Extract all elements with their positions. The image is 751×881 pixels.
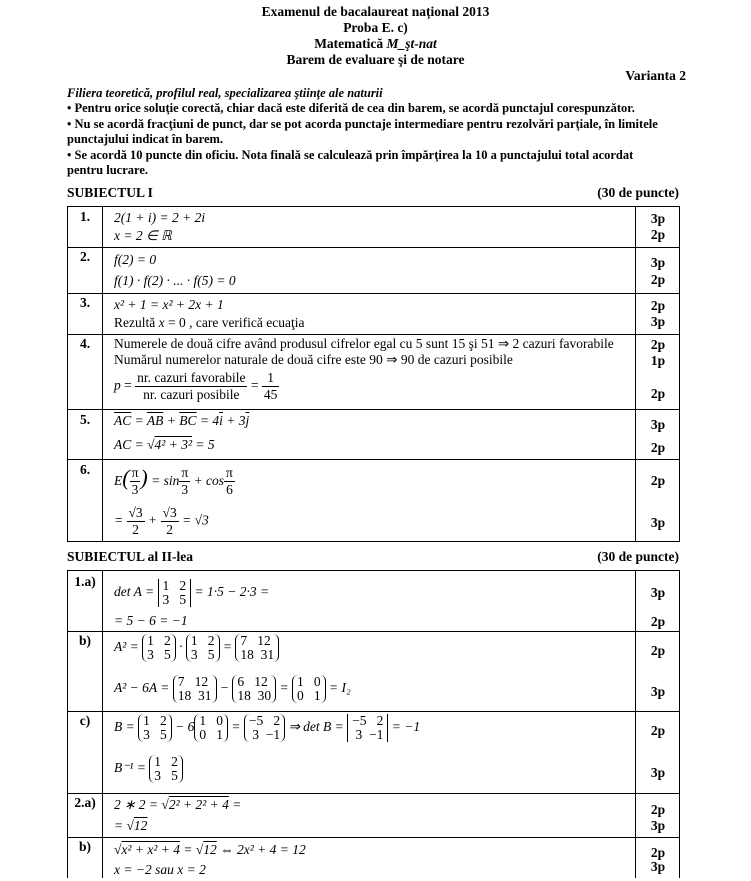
points: 2p: [650, 227, 666, 242]
item-number: 2.a): [74, 795, 96, 810]
exam-proba: Proba E. c): [343, 20, 408, 35]
item-number: 3.: [79, 295, 91, 310]
points: 3p: [650, 684, 666, 699]
points: 3p: [650, 417, 666, 432]
s1-3-line2: Rezultă x = 0 , care verifică ecuaţia: [114, 315, 305, 330]
points: 2p: [650, 272, 666, 287]
points: 3p: [650, 765, 666, 780]
points: 2p: [650, 386, 666, 401]
points: 2p: [650, 440, 666, 455]
s1-row-4: [68, 334, 679, 410]
points: 3p: [650, 255, 666, 270]
points: 2p: [650, 298, 666, 313]
instruction-2a: • Nu se acordă fracţiuni de punct, dar se pot acorda punctaje intermediare pentru rezolvări parţiale, în limitele: [67, 117, 658, 131]
points: 2p: [650, 845, 666, 860]
s2-row-1a: [68, 571, 679, 632]
points: 3p: [650, 859, 666, 874]
subject2-points: (30 de puncte): [597, 549, 679, 564]
s2-1c-line2: B⁻¹ = 1 2 3 5: [114, 755, 183, 783]
points: 1p: [650, 353, 666, 368]
item-number: 6.: [79, 462, 91, 477]
item-number: b): [78, 633, 91, 648]
item-number: 2.: [79, 249, 91, 264]
instruction-2b: punctajului indicat în barem.: [67, 132, 224, 146]
filiera-line: Filiera teoretică, profilul real, specializarea ştiinţe ale naturii: [67, 86, 383, 100]
instruction-1: • Pentru orice soluţie corectă, chiar dacă este diferită de cea din barem, se acordă punctajul corespunzător.: [67, 101, 635, 115]
points: 2p: [650, 643, 666, 658]
exam-barem-title: Barem de evaluare şi de notare: [286, 52, 465, 67]
points: 3p: [650, 585, 666, 600]
instruction-3a: • Se acordă 10 puncte din oficiu. Nota finală se calculează prin împărţirea la 10 a punctajului total acordat: [67, 148, 634, 162]
item-number: 4.: [79, 336, 91, 351]
s1-row-3: [68, 293, 679, 335]
s1-4-line1: Numerele de două cifre având produsul cifrelor egal cu 5 sunt 15 şi 51 ⇒ 2 cazuri favorabile: [114, 336, 614, 351]
s2-1b-line2: A² − 6A = 7 12 18 31 − 6 12 18 30 = 1 0 0 1 = I₂: [114, 674, 351, 703]
s2-row-2a: [68, 793, 679, 838]
s2-2a-line1: 2 ∗ 2 = √2² + 2² + 4 =: [114, 797, 242, 812]
points: 2p: [650, 723, 666, 738]
exam-subject: [0, 36, 751, 52]
item-number: b): [78, 839, 91, 854]
points: 3p: [650, 314, 666, 329]
item-number: 1.: [79, 209, 91, 224]
item-number: 1.a): [74, 574, 96, 589]
instruction-3b: pentru lucrare.: [67, 163, 149, 177]
s2-row-1b: [68, 631, 679, 712]
s2-row-1c: [68, 711, 679, 794]
subject2-table: [67, 570, 680, 878]
s1-row-5: [68, 409, 679, 460]
s2-2a-line2: = √12: [114, 818, 148, 833]
s1-6-line1: E( $\frac{\pi}{3}$ ) = sin $\frac{\pi}{3}$ + cos $\frac{\pi}{6}$: [114, 465, 233, 498]
subject-profile: M_şt-nat: [386, 36, 437, 51]
points: 3p: [650, 818, 666, 833]
probability-fraction: $\frac{\text{nr. cazuri favorabile}}{\text{nr. cazuri posibile}}$: [137, 370, 246, 402]
s2-2b-line2: x = −2 sau x = 2: [114, 862, 206, 877]
s2-row-2b: [68, 837, 679, 881]
item-number: c): [79, 713, 91, 728]
s2-1b-line1: A² = 1 2 3 5 · 1 2 3 5 = 7 12 18 31: [114, 634, 279, 662]
s1-1-line2: x = 2 ∈ ℝ: [114, 228, 172, 243]
variant-label: Varianta 2: [625, 68, 686, 83]
points: 2p: [650, 614, 666, 629]
s1-row-1: [68, 207, 679, 248]
s1-4-line3: p = $\frac{\text{nr. cazuri favorabile}}{\text{nr. cazuri posibile}}$ = $\frac{1}{45}$: [114, 370, 278, 402]
subject-name: Matematică: [314, 36, 387, 51]
subject2-title: SUBIECTUL al II-lea: [67, 549, 194, 564]
s1-row-2: [68, 247, 679, 294]
points: 3p: [650, 211, 666, 226]
s1-2-line1: f(2) = 0: [114, 252, 157, 267]
s2-1c-line1: B = 1 2 3 5 − 6 1 0 0 1 = −5 2 3 −1 ⇒ det B = −5 2 3 −1 = −1: [114, 713, 421, 742]
s2-2b-line1: √x² + x² + 4 = √12 ⇔ 2x² + 4 = 12: [114, 842, 306, 857]
s1-5-line1: $\overline{AC} = \overline{AB} + \overline{BC} = 4\overline{i} + 3\overline{j}$: [114, 413, 250, 428]
s1-4-line2: Numărul numerelor naturale de două cifre este 90 ⇒ 90 de cazuri posibile: [114, 352, 513, 367]
points: 2p: [650, 473, 666, 488]
item-number: 5.: [79, 412, 91, 427]
s2-1a-line2: = 5 − 6 = −1: [114, 613, 188, 628]
subject1-table: [67, 206, 680, 542]
subject1-points: (30 de puncte): [597, 185, 679, 200]
s1-3-line1: x² + 1 = x² + 2x + 1: [114, 297, 224, 312]
exam-title: Examenul de bacalaureat național 2013: [261, 4, 490, 19]
s1-2-line2: f(1) · f(2) · ... · f(5) = 0: [114, 273, 236, 288]
s2-1a-line1: det A = 1 2 3 5 = 1·5 − 2·3 =: [114, 578, 270, 607]
points: 3p: [650, 515, 666, 530]
s1-5-line2: AC = √4² + 3² = 5: [114, 437, 215, 452]
s1-1-line1: 2(1 + i) = 2 + 2i: [114, 210, 206, 225]
subject1-title: SUBIECTUL I: [67, 185, 153, 200]
s1-6-line2: = $\frac{√3}{2}$ + $\frac{√3}{2}$ = √3: [114, 505, 209, 537]
points: 2p: [650, 802, 666, 817]
s1-row-6: [68, 459, 679, 541]
points: 2p: [650, 337, 666, 352]
